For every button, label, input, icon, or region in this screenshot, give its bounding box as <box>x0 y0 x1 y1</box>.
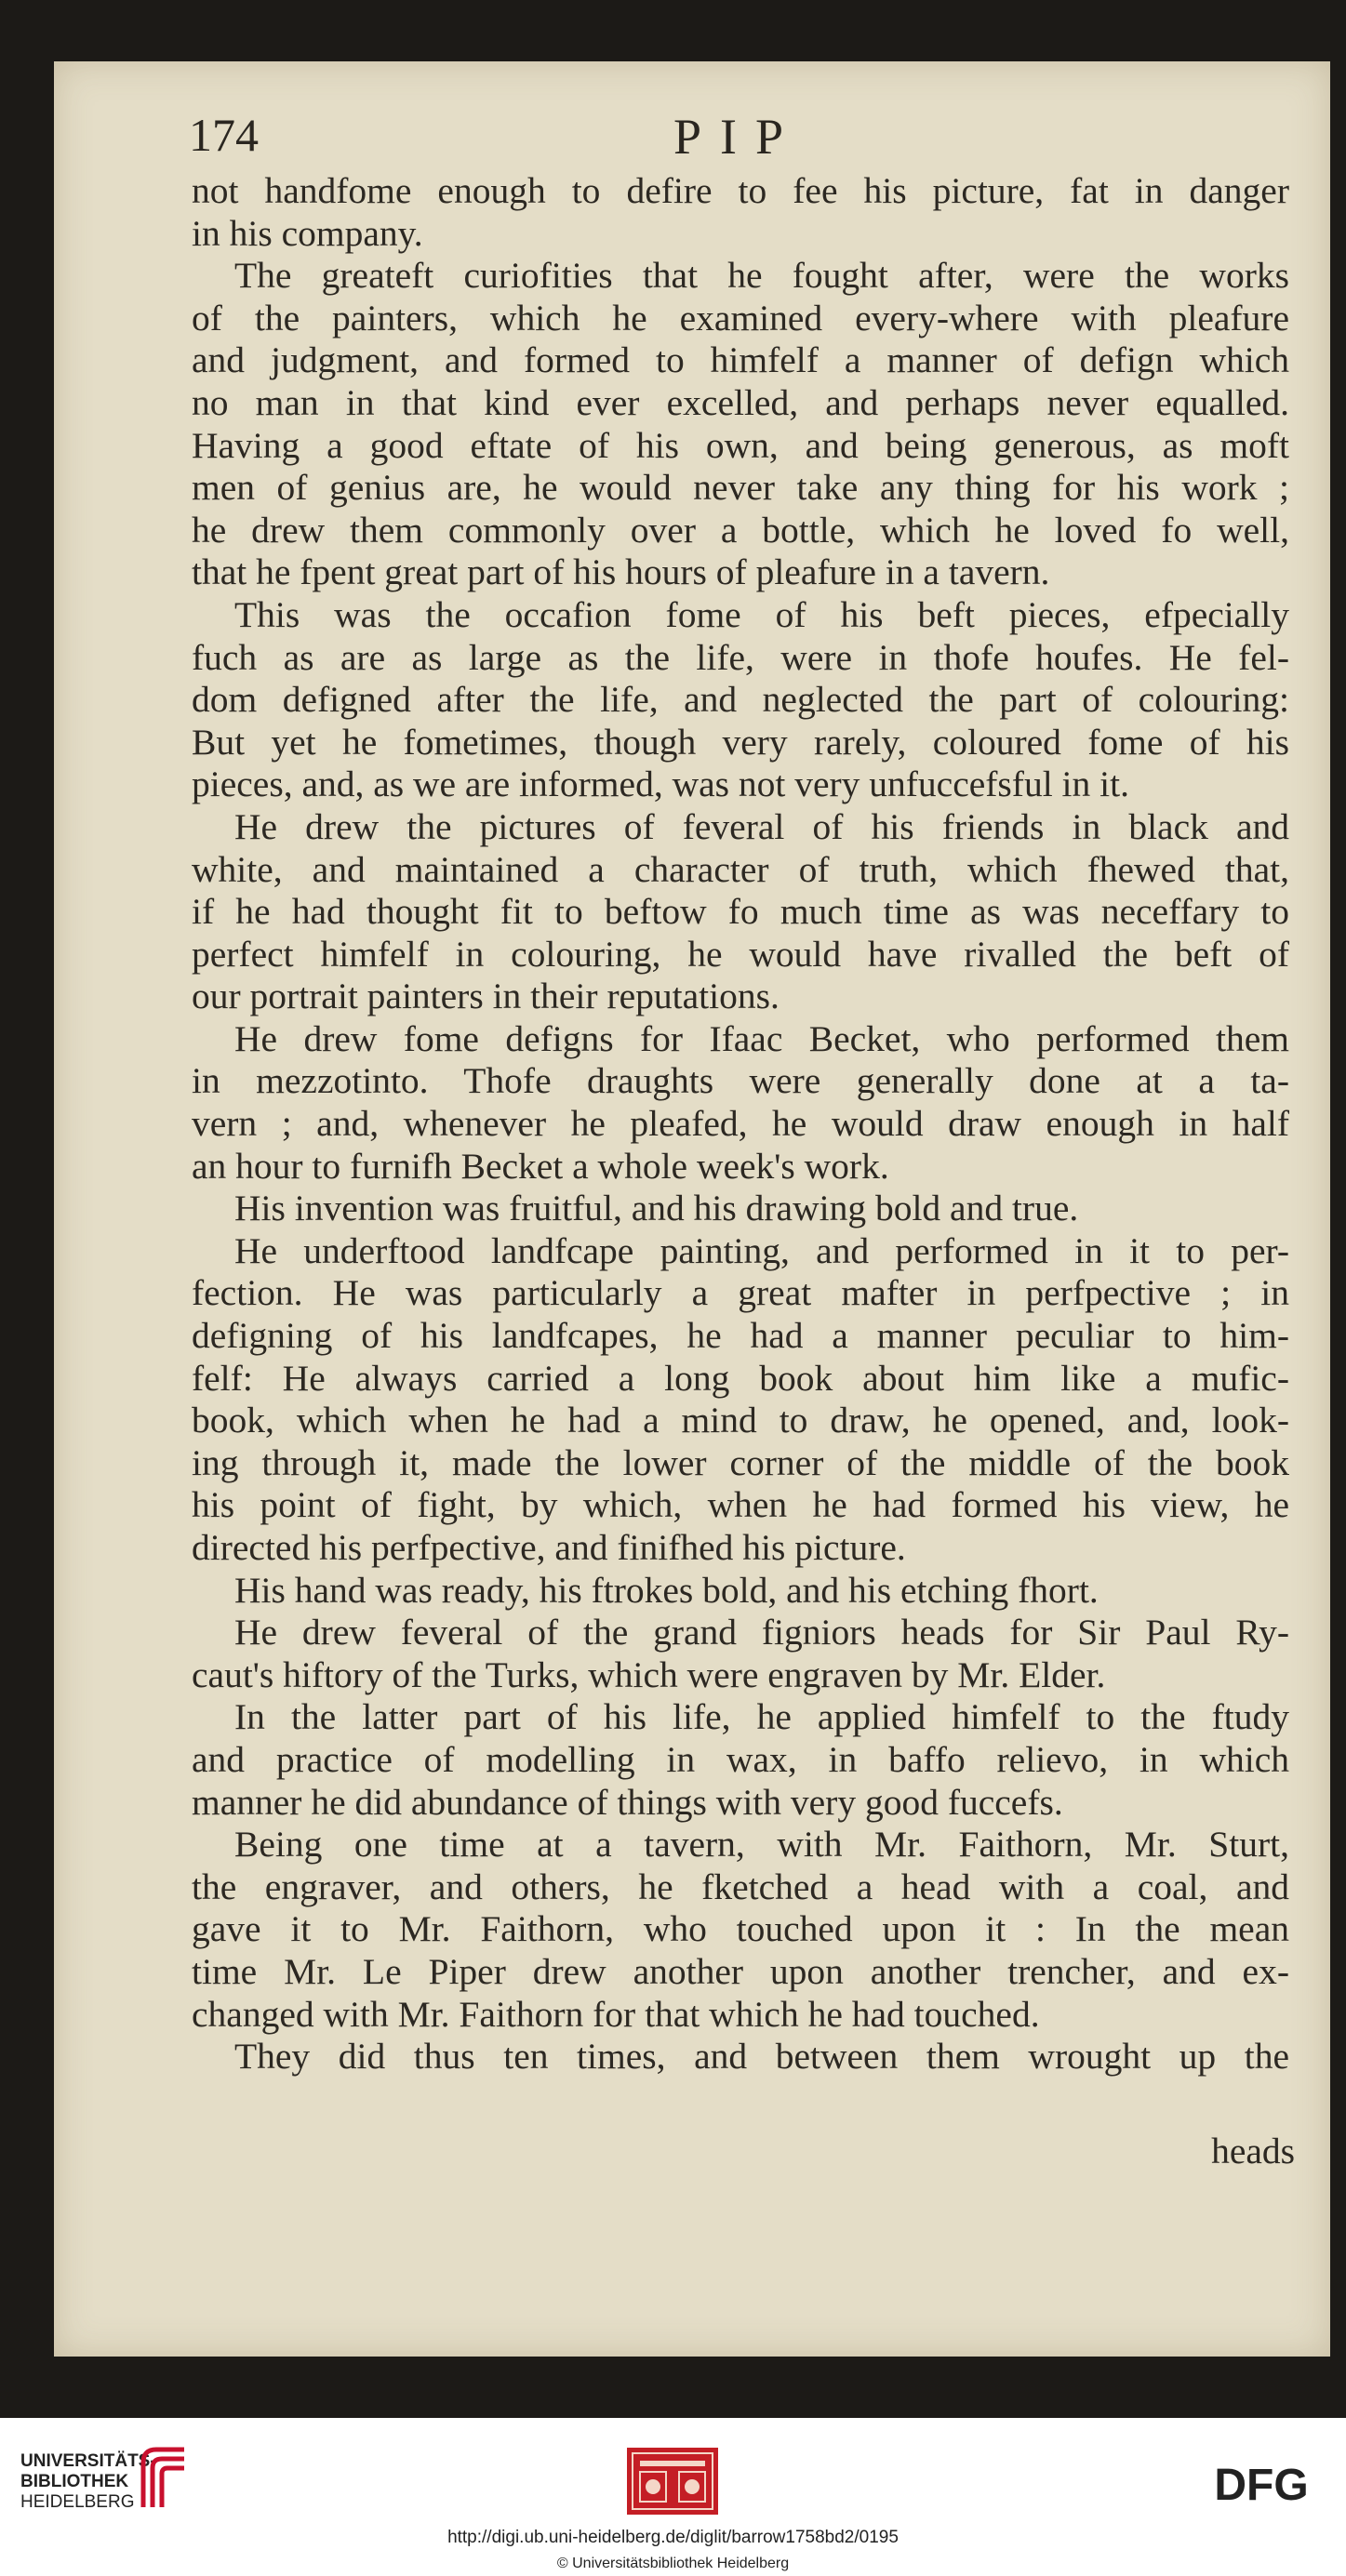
text-line: His hand was ready, his ftrokes bold, and his etching fhort. <box>234 1569 1099 1611</box>
text-line: and practice of modelling in wax, in baffo relievo, in which <box>192 1738 1289 1780</box>
catchword: heads <box>1211 2131 1295 2171</box>
text-line: In the latter part of his life, he applied himfelf to the ftudy <box>234 1696 1289 1738</box>
text-line: in his company. <box>192 212 423 254</box>
text-line: fection. He was particularly a great mafter in perfpective ; in <box>192 1272 1289 1314</box>
text-line: dom defigned after the life, and neglected the part of colouring: <box>192 679 1289 721</box>
text-line: Being one time at a tavern, with Mr. Faithorn, Mr. Sturt, <box>234 1824 1289 1866</box>
text-line: white, and maintained a character of truth, which fhewed that, <box>192 848 1289 890</box>
permalink-url[interactable]: http://digi.ub.uni-heidelberg.de/diglit/barrow1758bd2/0195 <box>447 2528 899 2547</box>
text-line: perfect himfelf in colouring, he would have rivalled the beft of <box>192 933 1289 975</box>
text-line: gave it to Mr. Faithorn, who touched upon it : In the mean <box>192 1908 1289 1950</box>
footer <box>0 2418 1346 2576</box>
text-line: in mezzotinto. Thofe draughts were generally done at a ta- <box>192 1060 1289 1102</box>
text-line: his point of fight, by which, when he had formed his view, he <box>192 1484 1289 1526</box>
copyright-notice: © Universitätsbibliothek Heidelberg <box>556 2556 790 2571</box>
dfg-logo-icon[interactable] <box>1195 2459 1327 2507</box>
library-name-line: UNIVERSITÄTS- <box>20 2451 156 2471</box>
text-line: fuch as are as large as the life, were in thofe houfes. He fel- <box>192 636 1289 678</box>
text-line: ing through it, made the lower corner of the middle of the book <box>192 1441 1289 1483</box>
text-line: He underftood landfcape painting, and performed in it to per- <box>234 1229 1289 1271</box>
text-line: the engraver, and others, he fketched a head with a coal, and <box>192 1866 1289 1907</box>
body-text <box>192 170 1289 2078</box>
text-line: Having a good eftate of his own, and being generous, as moft <box>192 424 1289 466</box>
project-seal-icon[interactable] <box>627 2448 718 2515</box>
text-line: he drew them commonly over a bottle, which he loved fo well, <box>192 509 1289 551</box>
library-name-line: HEIDELBERG <box>20 2492 135 2512</box>
text-line: He drew fome defigns for Ifaac Becket, who performed them <box>234 1017 1289 1059</box>
running-head: PIP <box>673 109 803 165</box>
text-line: men of genius are, he would never take any thing for his work ; <box>192 467 1289 509</box>
text-line: pieces, and, as we are informed, was not very unfuccefsful in it. <box>192 764 1129 805</box>
text-line: manner he did abundance of things with very good fuccefs. <box>192 1781 1063 1823</box>
scanned-page <box>54 61 1330 2357</box>
library-name-line: BIBLIOTHEK <box>20 2472 129 2491</box>
dfg-logo-text: DFG <box>1214 2461 1309 2507</box>
text-line: They did thus ten times, and between them wrought up the <box>234 2036 1289 2078</box>
text-line: His invention was fruitful, and his drawing bold and true. <box>234 1188 1079 1229</box>
text-line: caut's hiftory of the Turks, which were engraven by Mr. Elder. <box>192 1653 1106 1695</box>
text-line: directed his perfpective, and finifhed his picture. <box>192 1527 906 1568</box>
text-line: if he had thought fit to beftow fo much time as was neceffary to <box>192 891 1289 933</box>
text-line: and judgment, and formed to himfelf a manner of defign which <box>192 339 1289 381</box>
text-line: not handfome enough to defire to fee his picture, fat in danger <box>192 170 1289 211</box>
text-line: vern ; and, whenever he pleafed, he would draw enough in half <box>192 1103 1289 1145</box>
text-line: felf: He always carried a long book about him like a mufic- <box>192 1357 1289 1399</box>
text-line: that he fpent great part of his hours of pleafure in a tavern. <box>192 551 1050 593</box>
text-line: This was the occafion fome of his beft pieces, efpecially <box>234 593 1289 635</box>
text-line: He drew the pictures of feveral of his friends in black and <box>234 805 1289 847</box>
library-logo-icon[interactable] <box>136 2442 192 2516</box>
text-line: defigning of his landfcapes, he had a manner peculiar to him- <box>192 1315 1289 1357</box>
text-line: an hour to furnifh Becket a whole week's work. <box>192 1145 889 1187</box>
text-line: of the painters, which he examined every-where with pleafure <box>192 297 1289 339</box>
text-line: changed with Mr. Faithorn for that which he had touched. <box>192 1993 1040 2035</box>
text-line: He drew feveral of the grand figniors heads for Sir Paul Ry- <box>234 1612 1289 1653</box>
text-line: time Mr. Le Piper drew another upon another trencher, and ex- <box>192 1950 1289 1992</box>
text-line: book, which when he had a mind to draw, he opened, and, look- <box>192 1400 1289 1441</box>
text-line: The greateft curiofities that he fought after, were the works <box>234 255 1289 297</box>
text-line: our portrait painters in their reputations. <box>192 976 780 1017</box>
text-line: no man in that kind ever excelled, and perhaps never equalled. <box>192 381 1289 423</box>
text-line: But yet he fometimes, though very rarely, coloured fome of his <box>192 721 1289 763</box>
page-number: 174 <box>189 109 259 161</box>
